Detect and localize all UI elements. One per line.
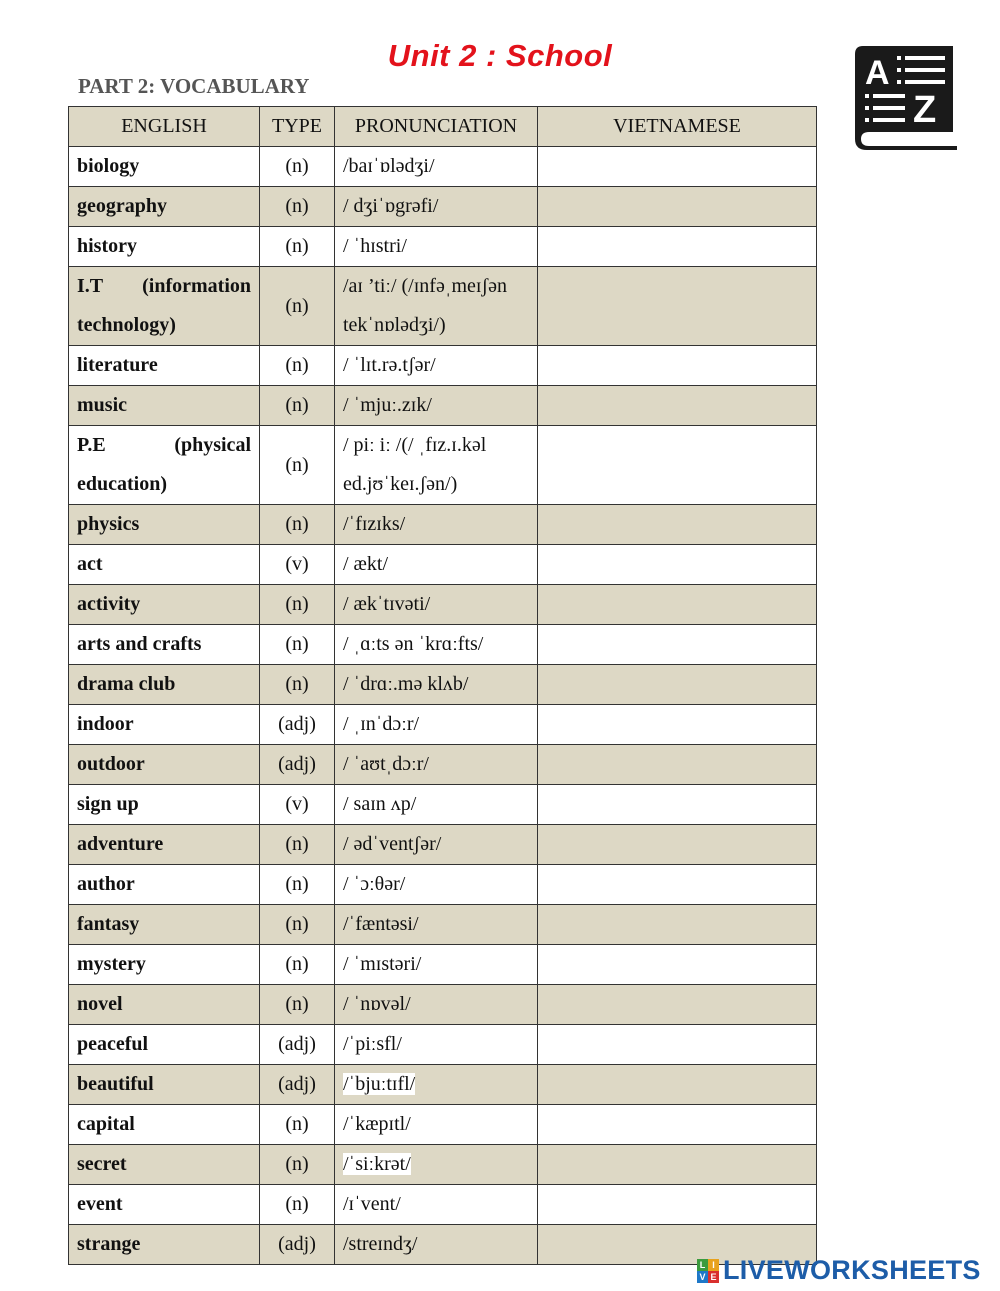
table-row <box>69 267 817 346</box>
vietnamese-answer-cell[interactable] <box>538 1025 817 1065</box>
word-type: (n) <box>260 505 335 545</box>
header-type: TYPE <box>260 107 335 147</box>
word-type: (n) <box>260 267 335 346</box>
vietnamese-answer-cell[interactable] <box>538 785 817 825</box>
vietnamese-answer-cell[interactable] <box>538 745 817 785</box>
vietnamese-answer-cell[interactable] <box>538 426 817 505</box>
table-row <box>69 426 817 505</box>
vietnamese-answer-cell[interactable] <box>538 705 817 745</box>
vietnamese-answer-cell[interactable] <box>538 905 817 945</box>
pronunciation: /baɪˈɒlədʒi/ <box>335 147 538 187</box>
word-type: (n) <box>260 1145 335 1185</box>
english-word: peaceful <box>69 1025 260 1065</box>
pronunciation: /ˈpiːsfl/ <box>335 1025 538 1065</box>
pronunciation: / ədˈventʃər/ <box>335 825 538 865</box>
english-word: music <box>69 386 260 426</box>
english-word: beautiful <box>69 1065 260 1105</box>
english-word: novel <box>69 985 260 1025</box>
english-word: outdoor <box>69 745 260 785</box>
table-row <box>69 705 817 745</box>
table-row <box>69 1105 817 1145</box>
english-word: sign up <box>69 785 260 825</box>
vietnamese-answer-cell[interactable] <box>538 545 817 585</box>
book-letter-z: Z <box>913 89 937 131</box>
word-type: (n) <box>260 1105 335 1145</box>
pronunciation: / ˈhɪstri/ <box>335 227 538 267</box>
table-row <box>69 865 817 905</box>
pronunciation: / ˈaʊtˌdɔːr/ <box>335 745 538 785</box>
table-row <box>69 945 817 985</box>
pronunciation: / ˌɪnˈdɔːr/ <box>335 705 538 745</box>
vietnamese-answer-cell[interactable] <box>538 945 817 985</box>
brand-name: LIVEWORKSHEETS <box>723 1255 981 1285</box>
english-word: P.E (physical education) <box>69 426 260 505</box>
vietnamese-answer-cell[interactable] <box>538 865 817 905</box>
word-type: (n) <box>260 905 335 945</box>
table-row <box>69 825 817 865</box>
live-badge-icon <box>697 1259 719 1283</box>
english-word: geography <box>69 187 260 227</box>
pronunciation: / ˈmɪstəri/ <box>335 945 538 985</box>
word-type: (n) <box>260 865 335 905</box>
english-word: literature <box>69 346 260 386</box>
english-word: secret <box>69 1145 260 1185</box>
header-pronunciation: PRONUNCIATION <box>335 107 538 147</box>
pronunciation: / ˈdrɑː.mə klʌb/ <box>335 665 538 705</box>
vocabulary-table <box>68 106 817 1265</box>
word-type: (v) <box>260 545 335 585</box>
table-row <box>69 505 817 545</box>
book-letter-a: A <box>865 54 890 92</box>
vietnamese-answer-cell[interactable] <box>538 985 817 1025</box>
table-row <box>69 665 817 705</box>
vietnamese-answer-cell[interactable] <box>538 187 817 227</box>
badge-letter: I <box>708 1259 719 1271</box>
english-word: indoor <box>69 705 260 745</box>
english-word: history <box>69 227 260 267</box>
word-type: (adj) <box>260 745 335 785</box>
pronunciation: /aɪ ’tiː/ (/ɪnfəˌmeɪʃən tekˈnɒlədʒi/) <box>335 267 538 346</box>
table-row <box>69 187 817 227</box>
english-word: act <box>69 545 260 585</box>
english-word: drama club <box>69 665 260 705</box>
word-type: (adj) <box>260 1065 335 1105</box>
pronunciation: /ˈkæpɪtl/ <box>335 1105 538 1145</box>
english-word: event <box>69 1185 260 1225</box>
vietnamese-answer-cell[interactable] <box>538 267 817 346</box>
table-row <box>69 785 817 825</box>
vietnamese-answer-cell[interactable] <box>538 1185 817 1225</box>
table-row <box>69 227 817 267</box>
pronunciation: / ˈlɪt.rə.tʃər/ <box>335 346 538 386</box>
table-row <box>69 625 817 665</box>
table-row <box>69 905 817 945</box>
pronunciation: / ækt/ <box>335 545 538 585</box>
word-type: (adj) <box>260 1225 335 1265</box>
word-type: (adj) <box>260 705 335 745</box>
pronunciation-text: /ˈsiːkrət/ <box>343 1153 411 1175</box>
word-type: (n) <box>260 187 335 227</box>
table-row <box>69 1025 817 1065</box>
header-english: ENGLISH <box>69 107 260 147</box>
vietnamese-answer-cell[interactable] <box>538 625 817 665</box>
english-word: fantasy <box>69 905 260 945</box>
vietnamese-answer-cell[interactable] <box>538 585 817 625</box>
section-heading: PART 2: VOCABULARY <box>78 74 310 98</box>
vietnamese-answer-cell[interactable] <box>538 1145 817 1185</box>
page-title: Unit 2 : School <box>387 38 613 73</box>
table-row <box>69 1145 817 1185</box>
word-type: (n) <box>260 426 335 505</box>
word-type: (n) <box>260 665 335 705</box>
vietnamese-answer-cell[interactable] <box>538 227 817 267</box>
table-header-row <box>69 107 817 147</box>
liveworksheets-logo <box>697 1255 981 1286</box>
word-type: (n) <box>260 1185 335 1225</box>
pronunciation: / ˈmjuː.zɪk/ <box>335 386 538 426</box>
pronunciation: / ˌɑːts ən ˈkrɑːfts/ <box>335 625 538 665</box>
english-word: I.T (information technology) <box>69 267 260 346</box>
word-type: (n) <box>260 985 335 1025</box>
english-word: author <box>69 865 260 905</box>
table-row <box>69 386 817 426</box>
pronunciation-text: /ˈbjuːtɪfl/ <box>343 1073 416 1095</box>
header-vietnamese: VIETNAMESE <box>538 107 817 147</box>
table-row <box>69 545 817 585</box>
pronunciation <box>335 1145 538 1185</box>
pronunciation: /ˈfɪzɪks/ <box>335 505 538 545</box>
table-row <box>69 346 817 386</box>
vietnamese-answer-cell[interactable] <box>538 346 817 386</box>
pronunciation: / ækˈtɪvəti/ <box>335 585 538 625</box>
word-type: (n) <box>260 625 335 665</box>
table-row <box>69 1185 817 1225</box>
pronunciation: / saɪn ʌp/ <box>335 785 538 825</box>
badge-letter: V <box>697 1271 708 1283</box>
word-type: (n) <box>260 346 335 386</box>
vietnamese-answer-cell[interactable] <box>538 665 817 705</box>
a-to-z-book-icon <box>853 42 959 150</box>
word-type: (n) <box>260 227 335 267</box>
vietnamese-answer-cell[interactable] <box>538 386 817 426</box>
pronunciation: /ˈfæntəsi/ <box>335 905 538 945</box>
word-type: (n) <box>260 945 335 985</box>
pronunciation: / piː iː /(/ ˌfɪz.ɪ.kəl ed.jʊˈkeɪ.ʃən/) <box>335 426 538 505</box>
word-type: (n) <box>260 585 335 625</box>
english-word: activity <box>69 585 260 625</box>
word-type: (v) <box>260 785 335 825</box>
vietnamese-answer-cell[interactable] <box>538 1065 817 1105</box>
english-word: arts and crafts <box>69 625 260 665</box>
table-row <box>69 147 817 187</box>
vietnamese-answer-cell[interactable] <box>538 147 817 187</box>
table-row <box>69 1065 817 1105</box>
english-word: adventure <box>69 825 260 865</box>
english-word: biology <box>69 147 260 187</box>
pronunciation: / ˈnɒvəl/ <box>335 985 538 1025</box>
pronunciation: / ˈɔːθər/ <box>335 865 538 905</box>
word-type: (n) <box>260 825 335 865</box>
vietnamese-answer-cell[interactable] <box>538 825 817 865</box>
vietnamese-answer-cell[interactable] <box>538 505 817 545</box>
table-row <box>69 985 817 1025</box>
pronunciation: /streɪndʒ/ <box>335 1225 538 1265</box>
badge-letter: L <box>697 1259 708 1271</box>
word-type: (adj) <box>260 1025 335 1065</box>
english-word: strange <box>69 1225 260 1265</box>
english-word: capital <box>69 1105 260 1145</box>
word-type: (n) <box>260 147 335 187</box>
badge-letter: E <box>708 1271 719 1283</box>
english-word: physics <box>69 505 260 545</box>
table-row <box>69 745 817 785</box>
english-word: mystery <box>69 945 260 985</box>
vietnamese-answer-cell[interactable] <box>538 1105 817 1145</box>
pronunciation: /ɪˈvent/ <box>335 1185 538 1225</box>
table-row <box>69 585 817 625</box>
pronunciation <box>335 1065 538 1105</box>
pronunciation: / dʒiˈɒgrəfi/ <box>335 187 538 227</box>
word-type: (n) <box>260 386 335 426</box>
